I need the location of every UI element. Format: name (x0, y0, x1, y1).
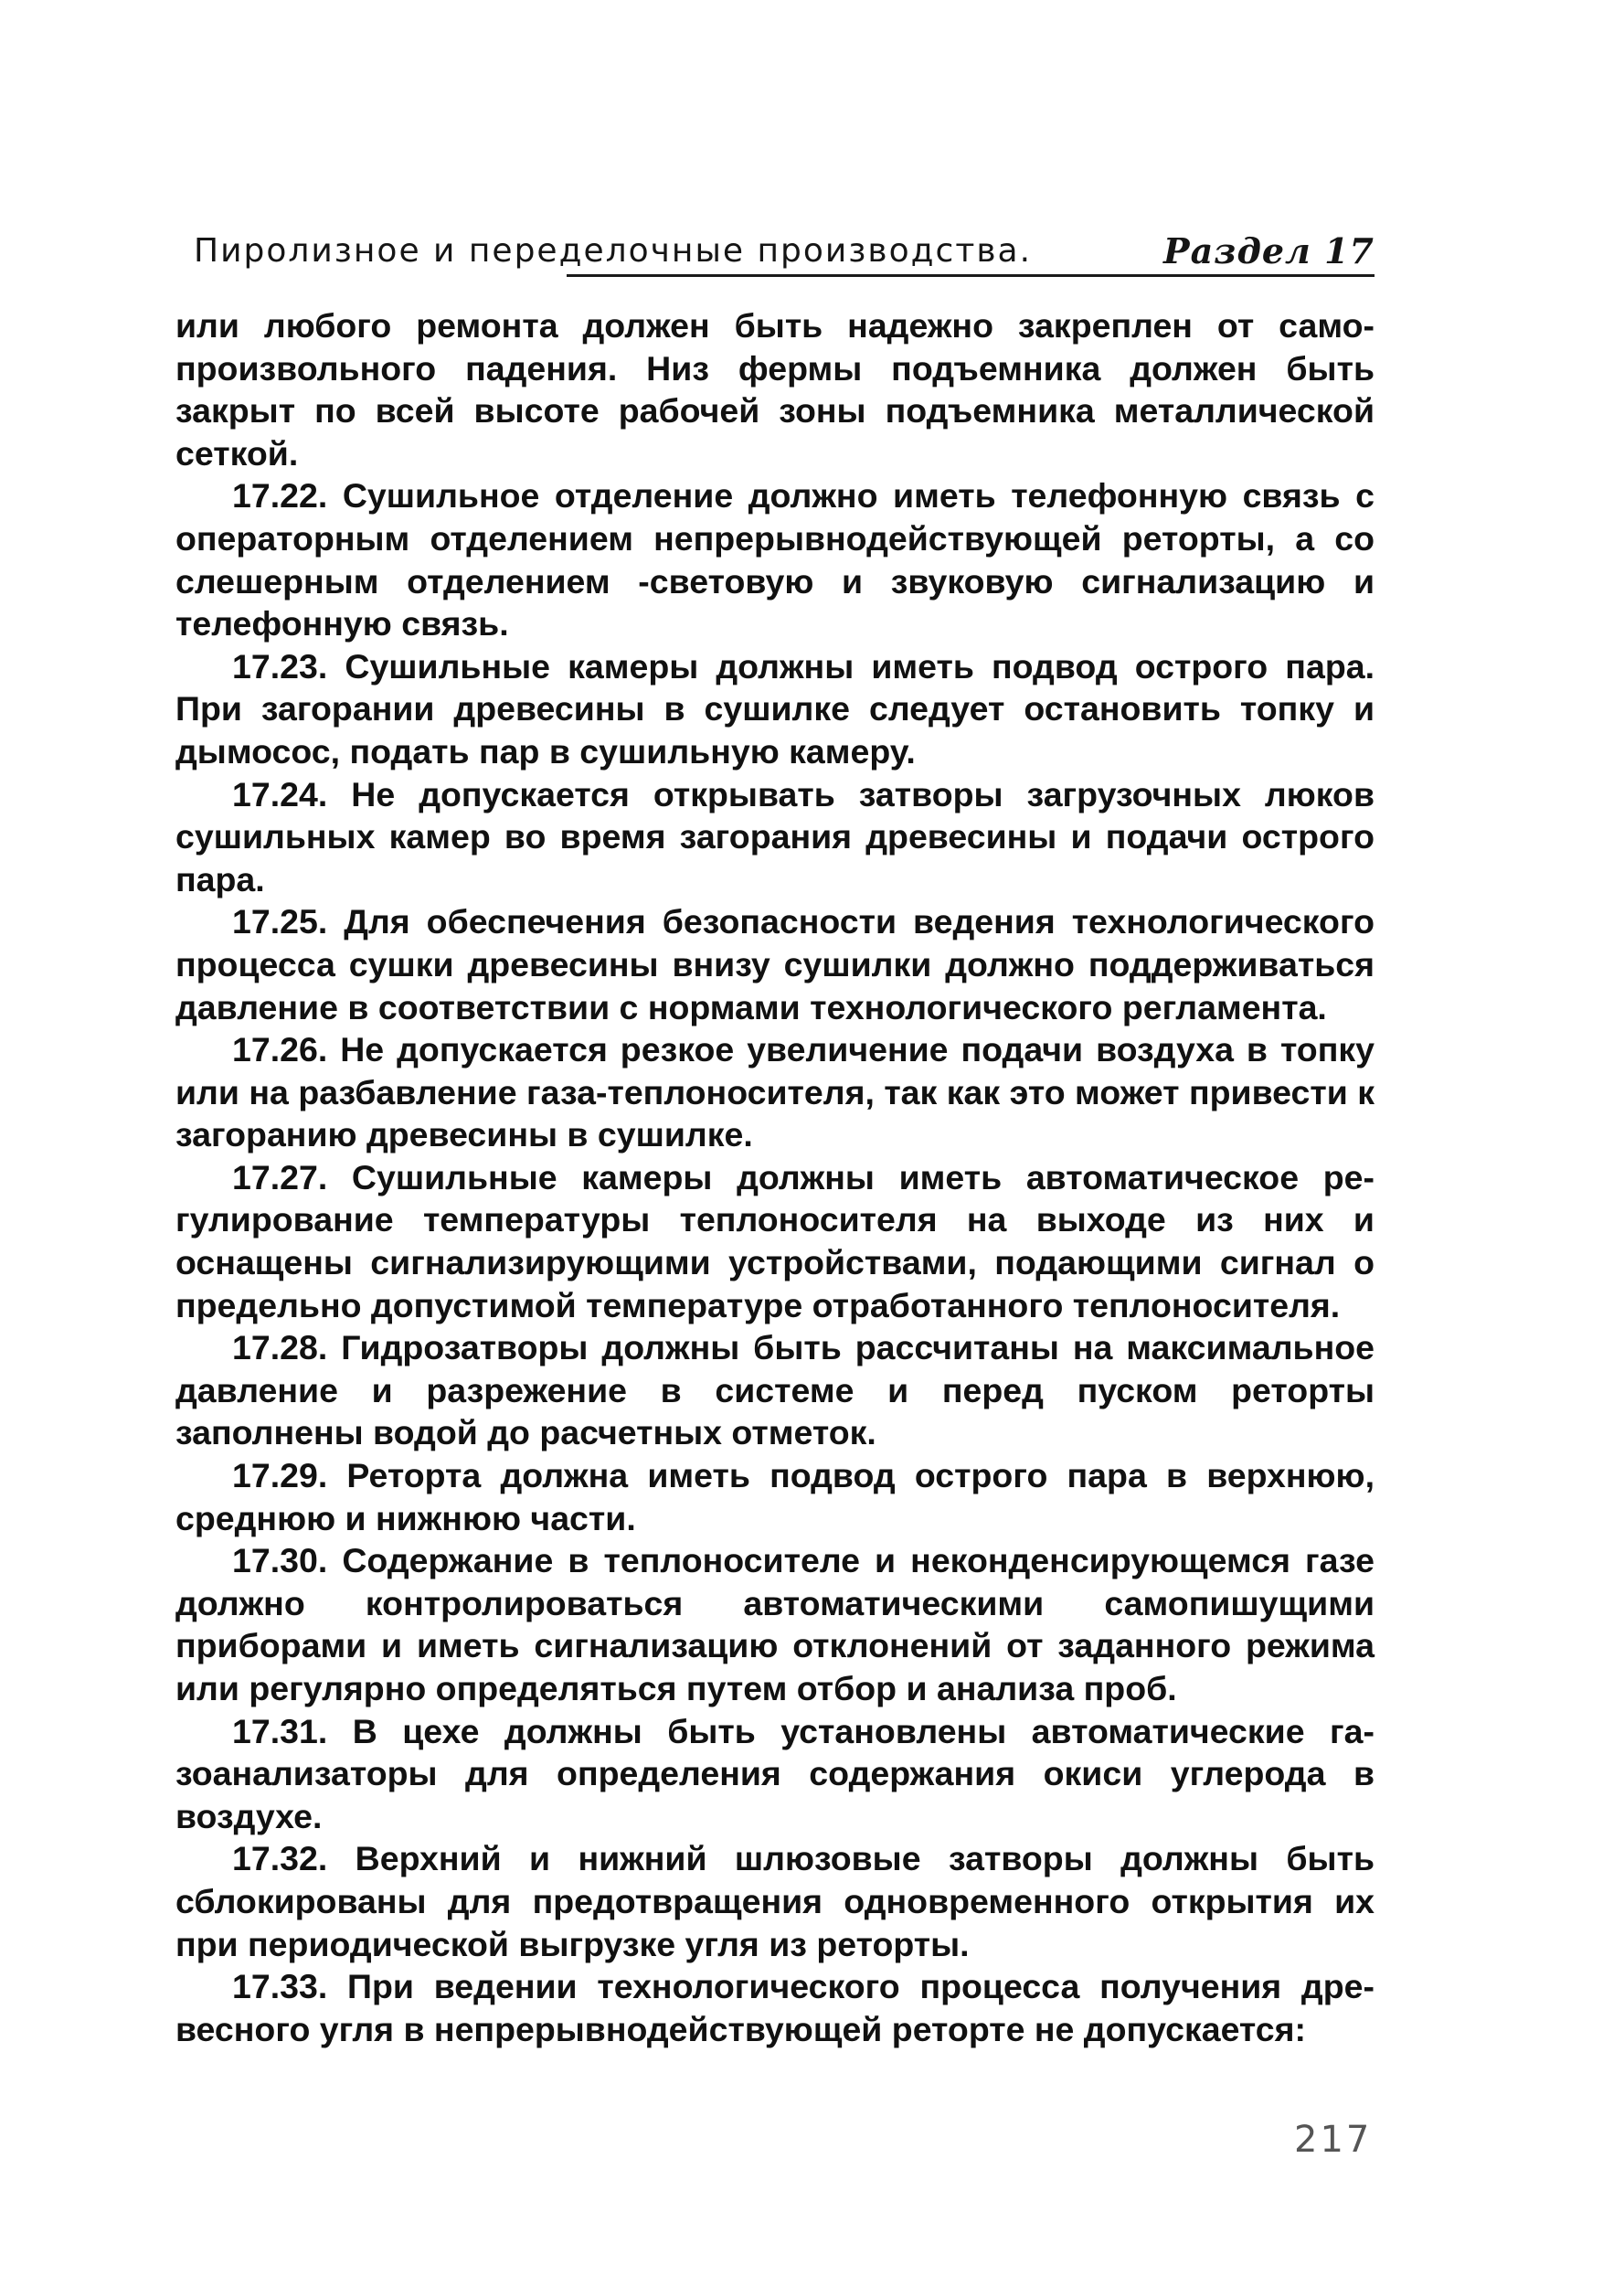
paragraph-17-22: 17.22. Сушильное отделение должно иметь телефонную связь с операторным отделением непрерывнодействующей реторты, а со слешерным отделением -световую и звуковую сигнализацию и телефонную связь. (175, 476, 1375, 643)
paragraph-17-23: 17.23. Сушильные камеры должны иметь подвод острого пара. При загорании древесины в сушилке следует остановить топку и дымосос, подать пар в сушильную камеру. (175, 646, 1375, 771)
paragraph-17-26: 17.26. Не допускается резкое увеличение подачи воздуха в топку или на разбавление газа-теплоносителя, так как это может привести к загоранию древесины в сушилке. (175, 1030, 1375, 1154)
paragraph-17-29: 17.29. Реторта должна иметь подвод острого пара в верхнюю, среднюю и нижнюю части. (175, 1456, 1375, 1537)
paragraph-17-28: 17.28. Гидрозатворы должны быть рассчитаны на максимальное давление и разрежение в системе и перед пуском реторты заполнены водой до расчетных отметок. (175, 1328, 1375, 1452)
page-number: 217 (1294, 2119, 1373, 2161)
header-title: Пиролизное и переделочные производства. (194, 232, 1033, 270)
running-header (194, 227, 1375, 282)
paragraph-17-32: 17.32. Верхний и нижний шлюзовые затворы должны быть сблокированы для предотвращения одновременного открытия их при периодической выгрузке угля из реторты. (175, 1839, 1375, 1963)
paragraph-17-25: 17.25. Для обеспечения безопасности ведения технологического процесса сушки древесины внизу сушилки должно поддерживаться давление в соответствии с нормами технологического регламента. (175, 902, 1375, 1026)
header-section-label: Раздел 17 (1163, 230, 1375, 271)
header-rule (567, 274, 1375, 277)
paragraph-17-30: 17.30. Содержание в теплоносителе и неконденсирующемся газе должно контролироваться автоматическими самопишущими приборами и иметь сигнализацию отклонений от заданного режима или регулярно определяться путем отбор и анализа проб. (175, 1541, 1375, 1707)
paragraph-17-24: 17.24. Не допускается открывать затворы загрузочных люков сушильных камер во время загорания древесины и подачи острого пара. (175, 774, 1375, 898)
paragraph-17-27: 17.27. Сушильные камеры должны иметь автоматическое регулирование температуры теплоносителя на выходе из них и оснащены сигнализирующими устройствами, подающими сигнал о предельно допустимой температуре отработанного теплоносителя. (175, 1157, 1375, 1324)
body-text (175, 304, 1375, 2050)
paragraph-17-33: 17.33. При ведении технологического процесса получения древесного угля в непрерывнодействующей реторте не допускается: (175, 1967, 1375, 2048)
paragraph-17-31: 17.31. В цехе должны быть установлены автоматические газоанализаторы для определения содержания окиси углерода в воздухе. (175, 1711, 1375, 1835)
paragraph: или любого ремонта должен быть надежно закреплен от самопроизвольного падения. Низ фермы подъемника должен быть закрыт по всей высоте рабочей зоны подъемника металлической сеткой. (175, 306, 1375, 473)
